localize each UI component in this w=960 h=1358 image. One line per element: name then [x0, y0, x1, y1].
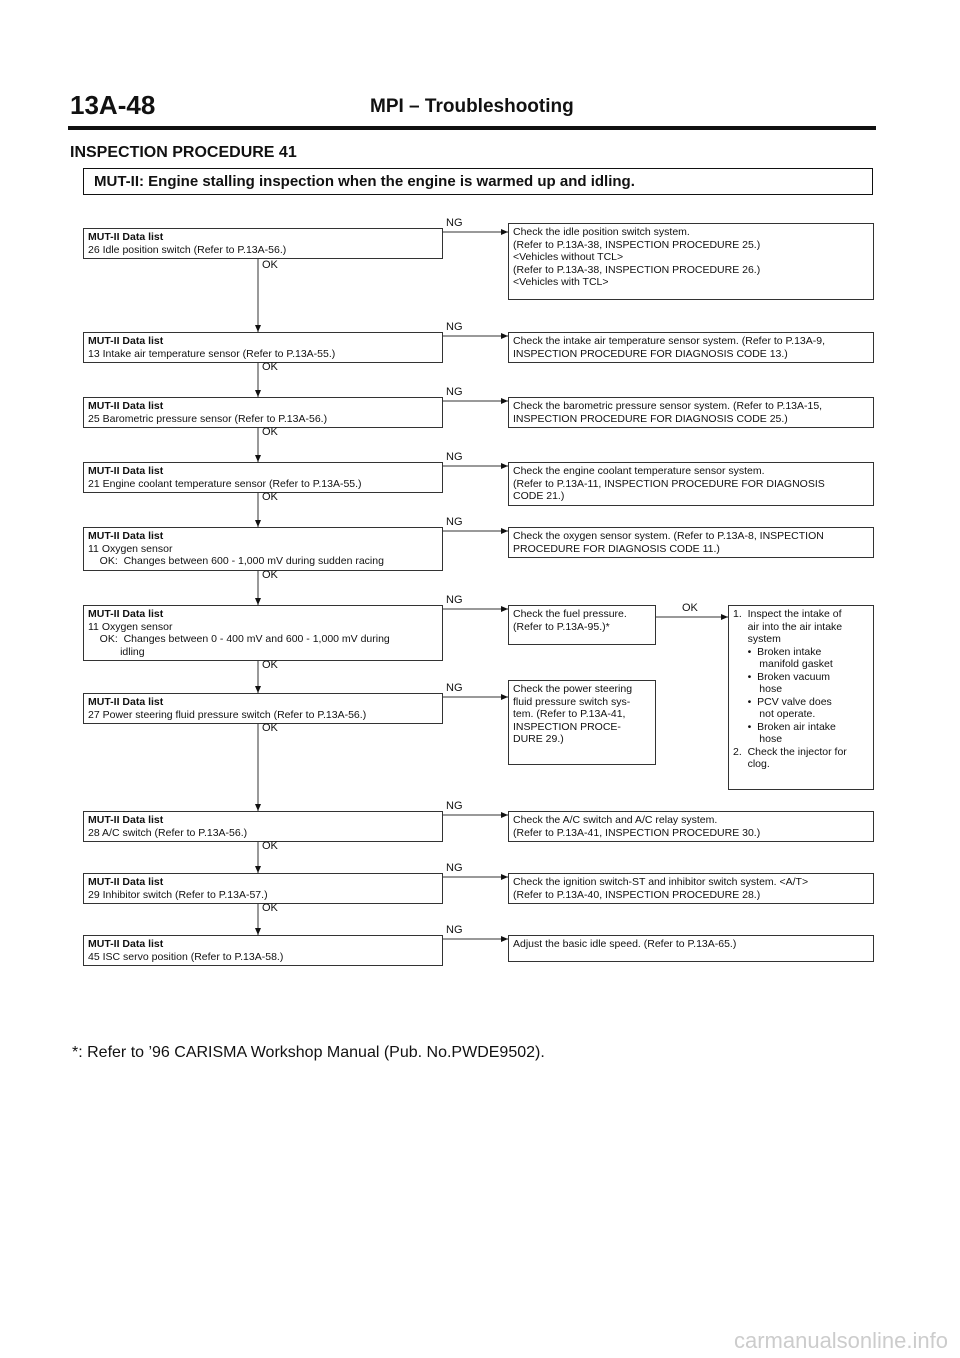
- result-box: [508, 680, 656, 765]
- ng-label: NG: [446, 386, 463, 398]
- box-line: 45 ISC servo position (Refer to P.13A-58.): [88, 950, 284, 963]
- ng-label: NG: [446, 594, 463, 606]
- step-header: MUT-II Data list: [88, 876, 164, 888]
- box-line: 11 Oxygen sensor: [88, 620, 173, 633]
- box-line: (Refer to P.13A-95.)*: [513, 620, 610, 633]
- box-line: tem. (Refer to P.13A-41,: [513, 708, 626, 720]
- step-header: MUT-II Data list: [88, 400, 164, 412]
- box-line: • Broken intake: [733, 645, 822, 658]
- ok-label: OK: [262, 491, 278, 503]
- ok-label: OK: [262, 722, 278, 734]
- box-line: hose: [733, 683, 783, 695]
- ng-label: NG: [446, 800, 463, 812]
- box-line: Check the barometric pressure sensor system. (Refer to P.13A-15,: [513, 400, 823, 412]
- result-box: [508, 223, 874, 300]
- box-line: fluid pressure switch sys-: [513, 695, 631, 708]
- box-line: Check the idle position switch system.: [513, 226, 690, 238]
- step-header: MUT-II Data list: [88, 608, 164, 620]
- arrow-right-icon: [501, 229, 508, 235]
- ok-label: OK: [262, 659, 278, 671]
- arrow-right-icon: [501, 812, 508, 818]
- ng-label: NG: [446, 451, 463, 463]
- ng-label: NG: [446, 862, 463, 874]
- result-box: [508, 873, 874, 904]
- box-line: not operate.: [733, 708, 816, 720]
- box-line: 25 Barometric pressure sensor (Refer to P.13A-56.): [88, 412, 328, 425]
- arrow-down-icon: [255, 598, 261, 605]
- box-line: (Refer to P.13A-41, INSPECTION PROCEDURE 30.): [513, 826, 761, 839]
- step-box: [83, 397, 443, 428]
- result-box: [508, 527, 874, 558]
- step-box: [83, 811, 443, 842]
- arrow-down-icon: [255, 804, 261, 811]
- box-line: INSPECTION PROCEDURE FOR DIAGNOSIS CODE 13.): [513, 347, 788, 360]
- arrow-down-icon: [255, 686, 261, 693]
- box-line: CODE 21.): [513, 490, 565, 502]
- footnote: *: Refer to ’96 CARISMA Workshop Manual (Pub. No.PWDE9502).: [72, 1044, 545, 1061]
- step-box: [83, 462, 443, 493]
- step-header: MUT-II Data list: [88, 696, 164, 708]
- box-line: clog.: [733, 758, 770, 770]
- ng-label: NG: [446, 682, 463, 694]
- arrow-down-icon: [255, 455, 261, 462]
- result-box: [508, 935, 874, 962]
- box-line: (Refer to P.13A-38, INSPECTION PROCEDURE 25.): [513, 238, 761, 251]
- step-header: MUT-II Data list: [88, 938, 164, 950]
- box-line: 1. Inspect the intake of: [733, 608, 842, 620]
- step-header: MUT-II Data list: [88, 231, 164, 243]
- ok-label: OK: [682, 602, 698, 614]
- box-line: Check the A/C switch and A/C relay system.: [513, 814, 718, 826]
- arrow-down-icon: [255, 520, 261, 527]
- box-line: manifold gasket: [733, 658, 833, 670]
- ng-label: NG: [446, 924, 463, 936]
- ng-label: NG: [446, 516, 463, 528]
- section-title: MPI – Troubleshooting: [370, 96, 574, 117]
- step-box: [83, 935, 443, 966]
- arrow-down-icon: [255, 325, 261, 332]
- arrow-right-icon: [501, 528, 508, 534]
- step-header: MUT-II Data list: [88, 814, 164, 826]
- step-header: MUT-II Data list: [88, 530, 164, 542]
- box-line: system: [733, 633, 781, 645]
- step-box: [83, 228, 443, 259]
- box-line: Adjust the basic idle speed. (Refer to P.13A-65.): [513, 938, 737, 950]
- step-header: MUT-II Data list: [88, 465, 164, 477]
- box-line: Check the fuel pressure.: [513, 608, 627, 620]
- box-line: <Vehicles with TCL>: [513, 276, 609, 288]
- box-line: INSPECTION PROCE-: [513, 720, 621, 733]
- arrow-right-icon: [721, 614, 728, 620]
- box-line: air into the air intake: [733, 620, 843, 633]
- box-line: 13 Intake air temperature sensor (Refer to P.13A-55.): [88, 347, 336, 360]
- box-line: hose: [733, 733, 783, 745]
- box-line: 26 Idle position switch (Refer to P.13A-56.): [88, 243, 287, 256]
- step-box: [83, 873, 443, 904]
- box-line: (Refer to P.13A-40, INSPECTION PROCEDURE 28.): [513, 888, 761, 901]
- arrow-down-icon: [255, 928, 261, 935]
- ok-label: OK: [262, 840, 278, 852]
- box-line: DURE 29.): [513, 733, 564, 745]
- box-line: • PCV valve does: [733, 695, 832, 708]
- result-box: [508, 397, 874, 428]
- procedure-title: INSPECTION PROCEDURE 41: [70, 144, 297, 161]
- box-line: 27 Power steering fluid pressure switch (Refer to P.13A-56.): [88, 708, 367, 721]
- watermark: carmanualsonline.info: [733, 1328, 948, 1353]
- ok-label: OK: [262, 902, 278, 914]
- box-line: (Refer to P.13A-11, INSPECTION PROCEDURE FOR DIAGNOSIS: [513, 477, 825, 490]
- box-line: <Vehicles without TCL>: [513, 251, 624, 263]
- ok-label: OK: [262, 259, 278, 271]
- ng-label: NG: [446, 217, 463, 229]
- arrow-right-icon: [501, 606, 508, 612]
- box-line: 21 Engine coolant temperature sensor (Refer to P.13A-55.): [88, 477, 362, 490]
- arrow-down-icon: [255, 390, 261, 397]
- step-header: MUT-II Data list: [88, 335, 164, 347]
- subject-text: MUT-II: Engine stalling inspection when the engine is warmed up and idling.: [94, 173, 635, 190]
- step-box: [83, 693, 443, 724]
- box-line: Check the ignition switch-ST and inhibitor switch system. <A/T>: [513, 876, 809, 888]
- result-box: [508, 811, 874, 842]
- box-line: Check the engine coolant temperature sensor system.: [513, 465, 765, 477]
- arrow-right-icon: [501, 333, 508, 339]
- arrow-right-icon: [501, 874, 508, 880]
- box-line: 29 Inhibitor switch (Refer to P.13A-57.): [88, 888, 268, 901]
- arrow-right-icon: [501, 694, 508, 700]
- box-line: Check the oxygen sensor system. (Refer to P.13A-8, INSPECTION: [513, 530, 824, 542]
- result-box: [508, 332, 874, 363]
- ok-label: OK: [262, 569, 278, 581]
- arrow-right-icon: [501, 463, 508, 469]
- arrow-right-icon: [501, 936, 508, 942]
- box-line: Check the power steering: [513, 683, 633, 695]
- arrow-down-icon: [255, 866, 261, 873]
- box-line: OK: Changes between 600 - 1,000 mV during sudden racing: [88, 555, 384, 567]
- box-line: (Refer to P.13A-38, INSPECTION PROCEDURE 26.): [513, 263, 761, 276]
- box-line: OK: Changes between 0 - 400 mV and 600 - 1,000 mV during: [88, 633, 390, 645]
- step-box: [83, 527, 443, 571]
- box-line: 28 A/C switch (Refer to P.13A-56.): [88, 826, 248, 839]
- box-line: • Broken air intake: [733, 720, 836, 733]
- box-line: 2. Check the injector for: [733, 745, 847, 758]
- box-line: PROCEDURE FOR DIAGNOSIS CODE 11.): [513, 542, 720, 555]
- result-box: [508, 605, 656, 645]
- box-line: idling: [88, 645, 145, 658]
- fuel-ok-box: [728, 605, 874, 790]
- page-number: 13A-48: [70, 90, 156, 120]
- box-line: 11 Oxygen sensor: [88, 542, 173, 555]
- box-line: • Broken vacuum: [733, 670, 831, 683]
- result-box: [508, 462, 874, 506]
- box-line: Check the intake air temperature sensor system. (Refer to P.13A-9,: [513, 335, 826, 347]
- step-box: [83, 605, 443, 661]
- ok-label: OK: [262, 361, 278, 373]
- arrow-right-icon: [501, 398, 508, 404]
- step-box: [83, 332, 443, 363]
- ng-label: NG: [446, 321, 463, 333]
- ok-label: OK: [262, 426, 278, 438]
- box-line: INSPECTION PROCEDURE FOR DIAGNOSIS CODE 25.): [513, 412, 788, 425]
